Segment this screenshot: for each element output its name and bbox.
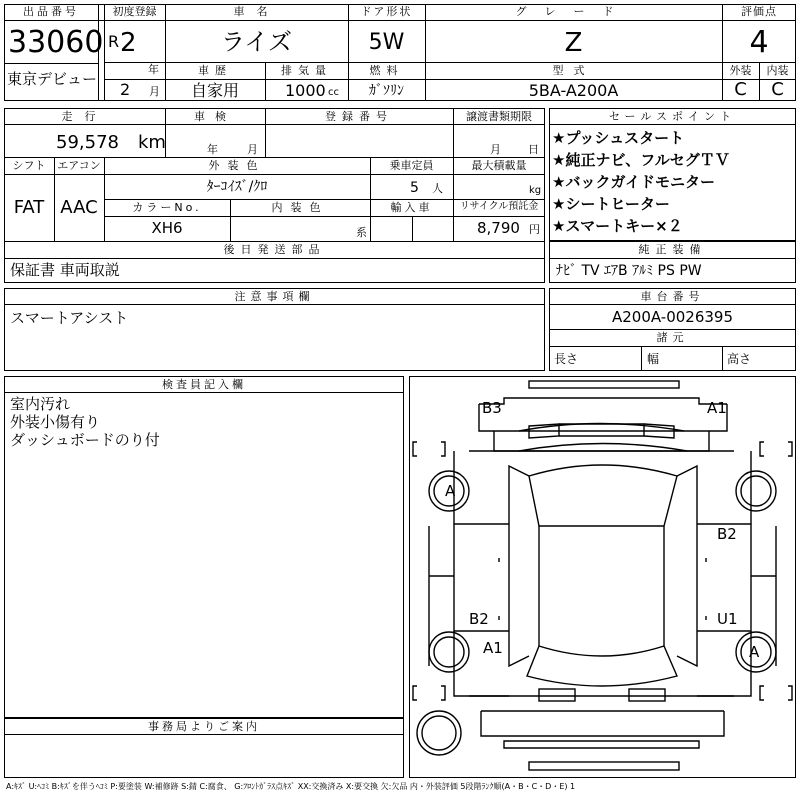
damage-mark: A — [749, 643, 760, 661]
car-diagram — [409, 376, 796, 778]
transfer-day-unit: 日 — [528, 143, 539, 156]
chassis-no: A200A-0026395 — [611, 308, 734, 326]
car-name-label: 車名 — [233, 5, 280, 18]
color-no-label: カラーNo. — [132, 201, 202, 214]
month-unit: 月 — [149, 85, 160, 98]
capacity-unit: 人 — [432, 182, 443, 195]
int-color-label: 内装色 — [271, 201, 329, 214]
reg-no-label: 登録番号 — [325, 110, 393, 123]
shift-label: シフト — [12, 159, 46, 172]
ac-label: エアコン — [57, 159, 101, 172]
displacement: 1000 — [285, 81, 326, 100]
sales-points-label: セールスポイント — [608, 110, 736, 123]
damage-mark: B2 — [717, 525, 737, 543]
damage-mark: A1 — [483, 639, 503, 657]
equipment-label: 純正装備 — [638, 243, 707, 256]
ext-grade-label: 外装 — [729, 64, 752, 77]
damage-mark: U1 — [717, 610, 738, 628]
model-label: 型式 — [552, 64, 595, 77]
caution-label: 注意事項欄 — [234, 290, 315, 303]
damage-mark: A — [445, 482, 456, 500]
damage-mark: B3 — [482, 399, 502, 417]
later-parts: 保証書 車両取説 — [10, 261, 120, 279]
damage-mark: B2 — [469, 610, 489, 628]
caution-text: スマートアシスト — [10, 309, 129, 327]
first-reg-label: 初度登録 — [112, 5, 157, 18]
lot-no: 33060 — [8, 25, 104, 60]
mileage: 59,578 — [56, 132, 119, 153]
damage-mark: A1 — [707, 399, 727, 417]
car-name: ライズ — [220, 28, 293, 56]
history-label: 車歴 — [198, 64, 232, 77]
chassis-label: 車台番号 — [640, 290, 705, 303]
sales-point: ★スマートキー×２ — [552, 217, 683, 235]
debut-label: 東京デビュー — [7, 70, 98, 88]
recycle-unit: 円 — [529, 223, 540, 236]
ext-color-label: 外装色 — [208, 159, 266, 172]
later-parts-label: 後日発送部品 — [223, 243, 326, 256]
score: 4 — [749, 25, 769, 60]
grade: Z — [564, 28, 583, 58]
displacement-label: 排気量 — [281, 64, 332, 77]
door-type: 5W — [368, 30, 405, 55]
int-grade-label: 内装 — [766, 64, 789, 77]
capacity-label: 乗車定員 — [389, 159, 434, 172]
recycle-label: リサイクル預託金 — [459, 201, 539, 212]
inspector-note: ダッシュボードのり付 — [10, 431, 160, 449]
model: 5BA-A200A — [528, 81, 619, 100]
sales-point: ★プッシュスタート — [552, 129, 685, 147]
year-unit: 年 — [148, 63, 159, 76]
int-color-unit: 系 — [356, 226, 367, 239]
reg-month: 2 — [120, 80, 131, 99]
history: 自家用 — [190, 81, 239, 100]
lot-no-label: 出品番号 — [23, 5, 79, 18]
sales-point: ★シートヒーター — [552, 195, 670, 213]
fuel-label: 燃料 — [369, 64, 404, 77]
sales-point: ★純正ナビ、フルセグＴＶ — [552, 151, 730, 169]
displacement-unit: cc — [328, 87, 339, 98]
grade-label: グレード — [515, 5, 632, 18]
fuel: ｶﾞｿﾘﾝ — [369, 83, 404, 99]
legend: A:ｷｽﾞ U:ﾍｺﾐ B:ｷｽﾞを伴うﾍｺﾐ P:要塗装 W:補修跡 S:錆 C:腐食、 G:ﾌﾛﾝﾄｶﾞﾗｽ点ｷｽﾞ XX:交換済み X:要交換 欠:欠品 内・外装評価 5段階ﾗﾝｸ順(A・B・C・D・E) 1 — [6, 782, 576, 791]
ac: AAC — [60, 197, 98, 218]
import-label: 輸入車 — [390, 201, 433, 214]
width-label: 幅 — [647, 352, 660, 366]
load-label: 最大積載量 — [471, 159, 527, 172]
score-label: 評価点 — [741, 5, 777, 18]
sales-point: ★バックガイドモニター — [552, 173, 715, 191]
ext-grade: C — [734, 79, 747, 100]
office-label: 事務局よりご案内 — [148, 720, 260, 733]
equipment: ﾅﾋﾞ TV ｴｱB ｱﾙﾐ PS PW — [556, 263, 702, 279]
color-no: XH6 — [151, 219, 183, 237]
transfer-month-unit: 月 — [490, 143, 501, 156]
inspection-year-unit: 年 — [207, 143, 218, 156]
int-grade: C — [771, 79, 784, 100]
door-label: ドア形状 — [360, 5, 413, 18]
load-unit: kg — [529, 185, 542, 196]
shift: FAT — [13, 197, 45, 218]
recycle-fee: 8,790 — [477, 219, 520, 237]
dims-label: 諸元 — [656, 331, 689, 344]
mileage-label: 走行 — [61, 110, 108, 123]
inspector-note: 外装小傷有り — [10, 413, 101, 431]
capacity: 5 — [410, 180, 419, 196]
inspector-label: 検査員記入欄 — [162, 378, 246, 391]
transfer-label: 譲渡書類期限 — [466, 110, 532, 123]
reg-year: 2 — [120, 28, 137, 58]
inspection-month-unit: 月 — [247, 143, 258, 156]
inspector-note: 室内汚れ — [10, 395, 71, 413]
ext-color: ﾀｰｺｲｽﾞ/ｸﾛ — [206, 179, 268, 195]
mileage-unit: km — [138, 132, 166, 153]
era: R — [108, 32, 120, 51]
height-label: 高さ — [727, 352, 752, 366]
inspection-label: 車検 — [194, 110, 236, 123]
length-label: 長さ — [554, 352, 579, 366]
